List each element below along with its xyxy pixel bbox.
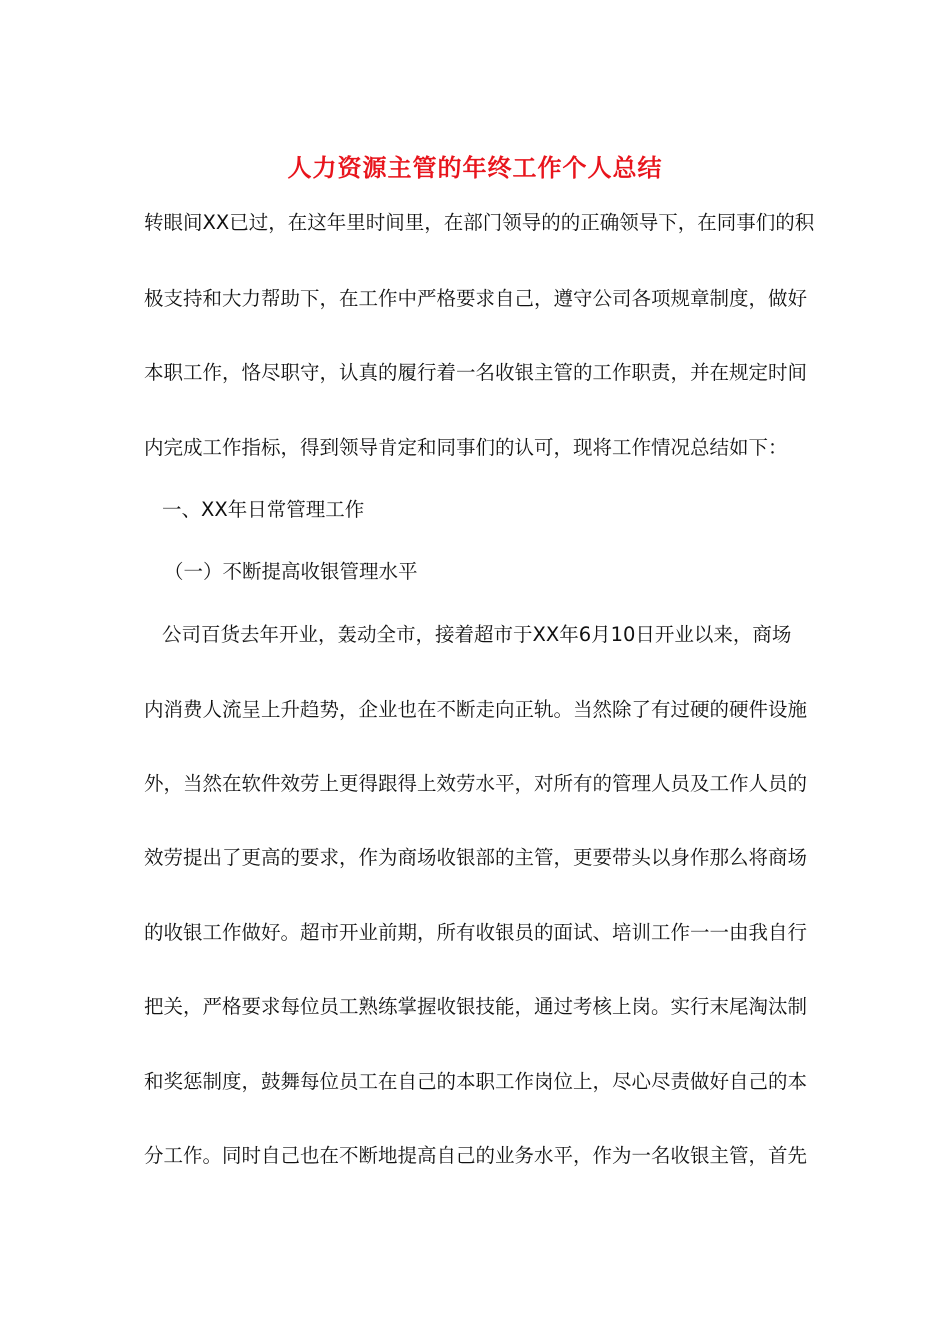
body-line: 转眼间XX已过，在这年里时间里，在部门领导的的正确领导下，在同事们的积 (144, 211, 815, 234)
body-line: 公司百货去年开业，轰动全市，接着超市于XX年6月10日开业以来，商场 (162, 623, 792, 646)
body-line: 极支持和大力帮助下，在工作中严格要求自己，遵守公司各项规章制度，做好 (144, 287, 808, 310)
body-line: 效劳提出了更高的要求，作为商场收银部的主管，更要带头以身作那么将商场 (144, 846, 808, 869)
body-line: 外，当然在软件效劳上更得跟得上效劳水平，对所有的管理人员及工作人员的 (144, 772, 808, 795)
body-line: 和奖惩制度，鼓舞每位员工在自己的本职工作岗位上，尽心尽责做好自己的本 (144, 1070, 808, 1093)
document-title: 人力资源主管的年终工作个人总结 (287, 153, 663, 182)
body-line: 本职工作，恪尽职守，认真的履行着一名收银主管的工作职责，并在规定时间 (144, 361, 808, 384)
body-line: 内完成工作指标，得到领导肯定和同事们的认可，现将工作情况总结如下： (144, 436, 788, 459)
body-line: 内消费人流呈上升趋势，企业也在不断走向正轨。当然除了有过硬的硬件设施 (144, 698, 808, 721)
body-line: 的收银工作做好。超市开业前期，所有收银员的面试、培训工作一一由我自行 (144, 921, 808, 944)
section-heading: 一、XX年日常管理工作 (162, 498, 365, 521)
body-line: 分工作。同时自己也在不断地提高自己的业务水平，作为一名收银主管，首先 (144, 1144, 808, 1167)
subsection-heading: （一）不断提高收银管理水平 (164, 560, 418, 583)
body-line: 把关，严格要求每位员工熟练掌握收银技能，通过考核上岗。实行末尾淘汰制 (144, 995, 808, 1018)
